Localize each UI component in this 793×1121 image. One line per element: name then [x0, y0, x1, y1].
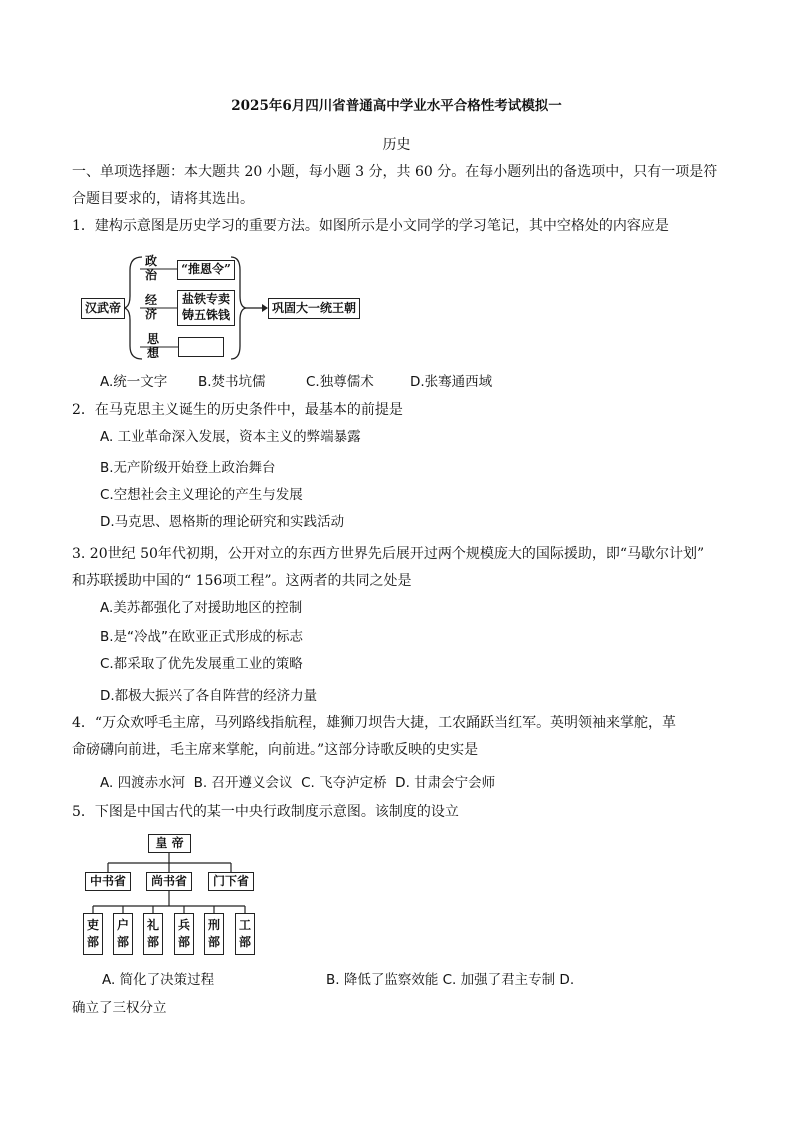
q4-stem-line1: 4．“万众欢呼毛主席，马列路线指航程，雄狮刀坝告大捷，工农踊跃当红军。英明领袖来掌舵，革 — [72, 715, 677, 731]
q5-menxia-box: 门下省 — [208, 872, 254, 891]
q2-stem: 2．在马克思主义诞生的历史条件中，最基本的前提是 — [72, 402, 403, 418]
q5-emperor-box: 皇 帝 — [148, 834, 191, 853]
q1-thought-label: 思想 — [147, 332, 160, 360]
subject-title: 历史 — [382, 137, 411, 153]
q1-option-a: A.统一文字 — [100, 374, 168, 390]
q3-option-b: B.是“冷战”在欧亚正式形成的标志 — [100, 629, 304, 645]
q2-option-b: B.无产阶级开始登上政治舞台 — [100, 460, 276, 476]
q5-ministry-rites-char2: 部 — [146, 935, 159, 949]
q5-ministry-hu-char1: 户 — [116, 918, 129, 932]
q5-ministry-hu-box — [113, 913, 133, 955]
q5-option-bcd: B. 降低了监察效能 C. 加强了君主专制 D. — [326, 972, 575, 988]
q3-option-d: D.都极大振兴了各自阵营的经济力量 — [100, 688, 318, 704]
q5-option-d-continued: 确立了三权分立 — [72, 1000, 167, 1016]
q1-politics-label: 政治 — [145, 254, 158, 282]
q5-ministry-war-char2: 部 — [177, 935, 190, 949]
q1-economy-item1: 盐铁专卖 — [181, 292, 230, 306]
q5-option-a: A. 简化了决策过程 — [102, 972, 215, 988]
q3-stem-line2: 和苏联援助中国的“ 156项工程”。这两者的共同之处是 — [72, 573, 412, 589]
q1-option-d: D.张骞通西域 — [410, 374, 493, 390]
q1-emperor-box: 汉武帝 — [81, 298, 125, 319]
q5-ministry-rites-char1: 礼 — [146, 918, 159, 932]
q3-option-c: C.都采取了优先发展重工业的策略 — [100, 656, 303, 672]
q4-options: A. 四渡赤水河 B. 召开遵义会议 C. 飞夺泸定桥 D. 甘肃会宁会师 — [100, 775, 496, 791]
q5-shangshu-box: 尚书省 — [146, 872, 192, 891]
q5-ministry-hu-char2: 部 — [116, 935, 129, 949]
q5-ministry-li-box — [83, 913, 103, 955]
q2-option-c: C.空想社会主义理论的产生与发展 — [100, 487, 303, 503]
q3-stem-line1: 3. 20世纪 50年代初期，公开对立的东西方世界先后展开过两个规模庞大的国际援助，即“马歇尔计划” — [72, 546, 705, 562]
q1-option-c: C.独尊儒术 — [306, 374, 374, 390]
q1-result-box: 巩固大一统王朝 — [268, 298, 360, 319]
q5-ministry-war-box — [174, 913, 194, 955]
q5-ministry-justice-char1: 刑 — [207, 918, 220, 932]
q5-ministry-justice-box — [204, 913, 224, 955]
q5-ministry-war-char1: 兵 — [177, 918, 190, 932]
q1-politics-box: “推恩令” — [177, 260, 235, 280]
q2-option-d: D.马克思、恩格斯的理论研究和实践活动 — [100, 514, 345, 530]
q5-ministry-justice-char2: 部 — [207, 935, 220, 949]
section-instruction-line2: 合题目要求的，请将其选出。 — [72, 191, 254, 207]
q5-stem: 5．下图是中国古代的某一中央行政制度示意图。该制度的设立 — [72, 804, 459, 820]
q1-economy-label: 经济 — [145, 293, 158, 321]
q5-ministry-rites-box — [143, 913, 163, 955]
q5-zhongshu-box: 中书省 — [85, 872, 131, 891]
exam-title: 2025年6月四川省普通高中学业水平合格性考试模拟一 — [231, 98, 562, 114]
q5-ministry-works-box — [235, 913, 255, 955]
q5-ministry-li-char2: 部 — [86, 935, 99, 949]
q1-economy-item2: 铸五铢钱 — [181, 308, 230, 322]
q5-ministry-li-char1: 吏 — [86, 918, 99, 932]
q4-stem-line2: 命磅礴向前进，毛主席来掌舵，向前进。”这部分诗歌反映的史实是 — [72, 742, 479, 758]
q5-ministry-works-char2: 部 — [238, 935, 251, 949]
q3-option-a: A.美苏都强化了对援助地区的控制 — [100, 600, 303, 616]
q1-stem: 1．建构示意图是历史学习的重要方法。如图所示是小文同学的学习笔记，其中空格处的内容应是 — [72, 218, 669, 234]
q5-ministry-works-char1: 工 — [238, 918, 251, 932]
q1-option-b: B.焚书坑儒 — [198, 374, 266, 390]
section-instruction-line1: 一、单项选择题：本大题共 20 小题，每小题 3 分，共 60 分。在每小题列出的备选项中，只有一项是符 — [72, 164, 718, 180]
q2-option-a: A. 工业革命深入发展，资本主义的弊端暴露 — [100, 429, 361, 445]
